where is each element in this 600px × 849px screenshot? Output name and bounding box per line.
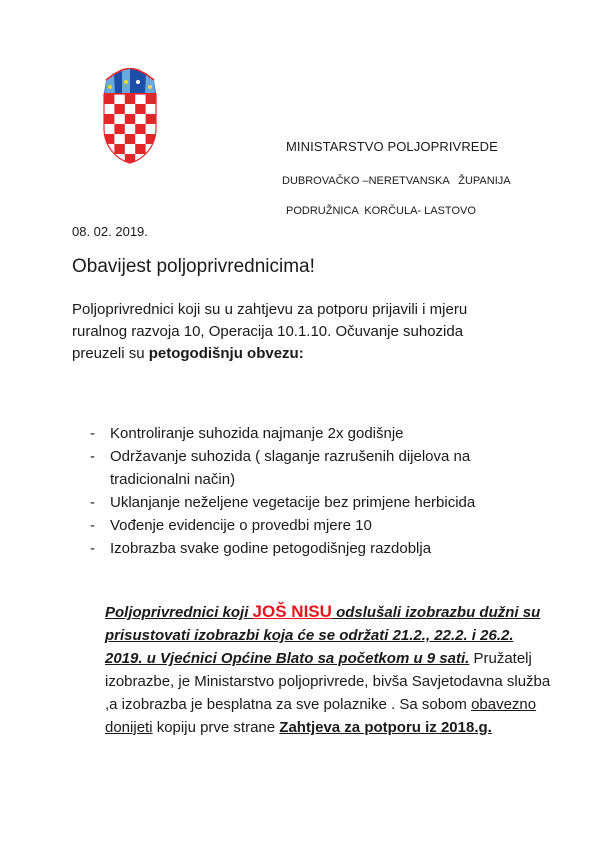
required-document: Zahtjeva za potporu iz 2018.g. [279, 719, 492, 736]
county-name: DUBROVAČKO –NERETVANSKA ŽUPANIJA [282, 175, 511, 187]
duty-item: - Izobrazba svake godine petogodišnjeg razdoblja [90, 537, 540, 560]
provider-info: Pružatelj izobrazbe, je Ministarstvo poljoprivrede, bivša Savjetodavna služba ,a izobrazba je besplatna za sve polaznike . Sa sobom [105, 650, 551, 713]
intro-emphasis: petogodišnju obvezu: [148, 345, 304, 362]
duties-list [90, 422, 540, 560]
notice-title: Obavijest poljoprivrednicima! [72, 256, 315, 277]
intro-text: Poljoprivrednici koji su u zahtjevu za potporu prijavili i mjeru ruralnog razvoja 10, Operacija 10.1.10. Očuvanje suhozida preuzeli su [72, 301, 468, 362]
notice-lead: Poljoprivrednici koji [105, 604, 253, 621]
not-yet-highlight: JOŠ NISU [252, 602, 332, 621]
croatian-coat-of-arms-icon [102, 68, 158, 164]
notice-date: 08. 02. 2019. [72, 224, 148, 239]
ministry-name: MINISTARSTVO POLJOPRIVREDE [286, 139, 498, 154]
duty-item: - Vođenje evidencije o provedbi mjere 10 [90, 514, 540, 537]
crown-icon [104, 68, 156, 94]
training-notice [105, 600, 555, 739]
duty-item: - Uklanjanje neželjene vegetacije bez primjene herbicida [90, 491, 540, 514]
must-bring: obavezno donijeti [105, 696, 537, 736]
intro-paragraph [72, 299, 542, 365]
copy-info: kopiju prve strane [152, 719, 280, 736]
checkerboard-icon [102, 94, 158, 164]
duty-item: - Održavanje suhozida ( slaganje razrušenih dijelova na tradicionalni način) [90, 445, 540, 491]
duty-item: - Kontroliranje suhozida najmanje 2x godišnje [90, 422, 540, 445]
branch-name: PODRUŽNICA KORČULA- LASTOVO [286, 205, 476, 217]
training-schedule: odslušali izobrazbu dužni su prisustovati izobrazbi koja će se održati 21.2., 22.2. i 26.2. 2019. u Vjećnici Općine Blato sa početkom u 9 sati. [105, 604, 541, 667]
